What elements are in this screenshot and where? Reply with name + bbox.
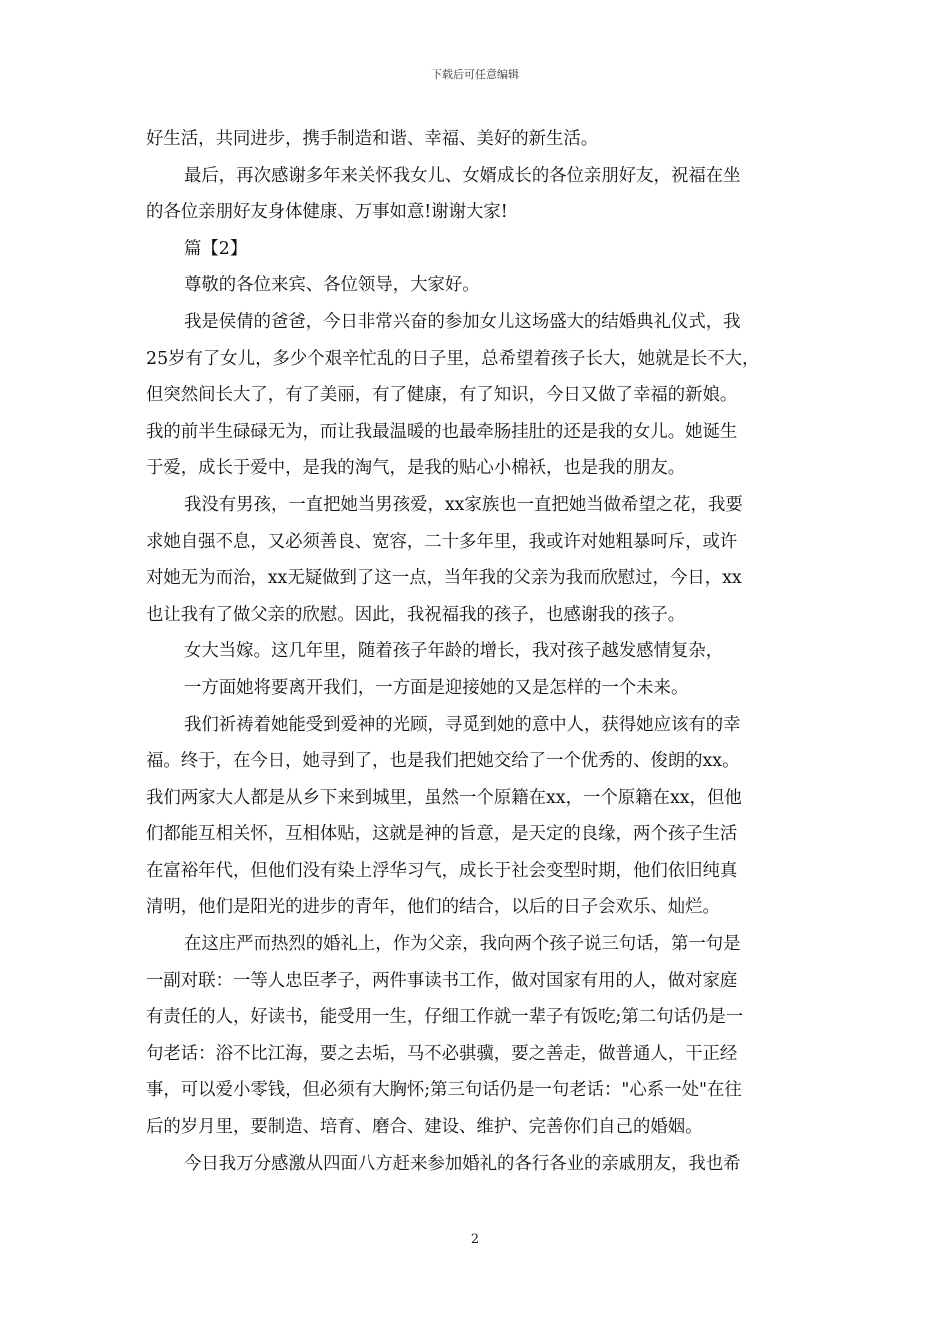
text-line: 在富裕年代，但他们没有染上浮华习气，成长于社会变型时期，他们依旧纯真 (146, 860, 738, 881)
text-line: 我是侯倩的爸爸，今日非常兴奋的参加女儿这场盛大的结婚典礼仪式，我 (184, 311, 741, 332)
text-line: 一副对联：一等人忠臣孝子，两件事读书工作，做对国家有用的人，做对家庭 (146, 970, 738, 991)
text-line: 也让我有了做父亲的欣慰。因此，我祝福我的孩子，也感谢我的孩子。 (146, 604, 686, 625)
text-line: 尊敬的各位来宾、各位领导，大家好。 (184, 275, 480, 296)
text-line: 25岁有了女儿，多少个艰辛忙乱的日子里，总希望着孩子长大，她就是长不大， (146, 348, 760, 369)
text-line: 但突然间长大了，有了美丽，有了健康，有了知识，今日又做了幸福的新娘。 (146, 385, 738, 406)
text-line: 最后，再次感谢多年来关怀我女儿、女婿成长的各位亲朋好友，祝福在坐 (184, 165, 741, 186)
text-line: 在这庄严而热烈的婚礼上，作为父亲，我向两个孩子说三句话，第一句是 (184, 934, 741, 955)
page-number: 2 (470, 1232, 480, 1247)
text-line: 求她自强不息，又必须善良、宽容，二十多年里，我或许对她粗暴呵斥，或许 (146, 531, 738, 552)
text-line: 今日我万分感激从四面八方赶来参加婚礼的各行各业的亲戚朋友，我也希 (184, 1153, 741, 1174)
document-body (146, 121, 812, 1182)
text-line: 清明，他们是阳光的进步的青年，他们的结合，以后的日子会欢乐、灿烂。 (146, 897, 720, 918)
text-line: 的各位亲朋好友身体健康、万事如意!谢谢大家! (146, 202, 508, 223)
text-line: 我们祈祷着她能受到爱神的光顾，寻觅到她的意中人，获得她应该有的幸 (184, 714, 741, 735)
text-line: 一方面她将要离开我们，一方面是迎接她的又是怎样的一个未来。 (184, 677, 689, 698)
page-header: 下载后可任意编辑 (431, 68, 519, 81)
text-line: 福。终于，在今日，她寻到了，也是我们把她交给了一个优秀的、俊朗的xx。 (146, 751, 740, 772)
text-line: 有责任的人，好读书，能受用一生，仔细工作就一辈子有饭吃;第二句话仍是一 (146, 1007, 744, 1028)
text-line: 我的前半生碌碌无为，而让我最温暖的也最牵肠挂肚的还是我的女儿。她诞生 (146, 421, 738, 442)
text-line: 我没有男孩，一直把她当男孩爱，xx家族也一直把她当做希望之花，我要 (184, 494, 743, 515)
text-line: 好生活，共同进步，携手制造和谐、幸福、美好的新生活。 (146, 129, 599, 149)
text-line: 女大当嫁。这几年里，随着孩子年龄的增长，我对孩子越发感情复杂， (184, 641, 724, 662)
text-line: 我们两家大人都是从乡下来到城里，虽然一个原籍在xx，一个原籍在xx，但他 (146, 787, 742, 808)
text-line: 们都能互相关怀，互相体贴，这就是神的旨意，是天定的良缘，两个孩子生活 (146, 824, 738, 845)
text-line: 后的岁月里，要制造、培育、磨合、建设、维护、完善你们自己的婚姻。 (146, 1117, 703, 1138)
text-line: 于爱，成长于爱中，是我的淘气，是我的贴心小棉袄，也是我的朋友。 (146, 458, 686, 479)
text-line: 事，可以爱小零钱，但必须有大胸怀;第三句话仍是一句老话："心系一处"在往 (146, 1080, 742, 1101)
text-line: 对她无为而治，xx无疑做到了这一点，当年我的父亲为我而欣慰过，今日，xx (146, 568, 742, 589)
text-line: 句老话：浴不比江海，要之去垢，马不必骐骥，要之善走，做普通人，干正经 (146, 1043, 738, 1064)
section-heading: 篇【2】 (184, 238, 248, 259)
